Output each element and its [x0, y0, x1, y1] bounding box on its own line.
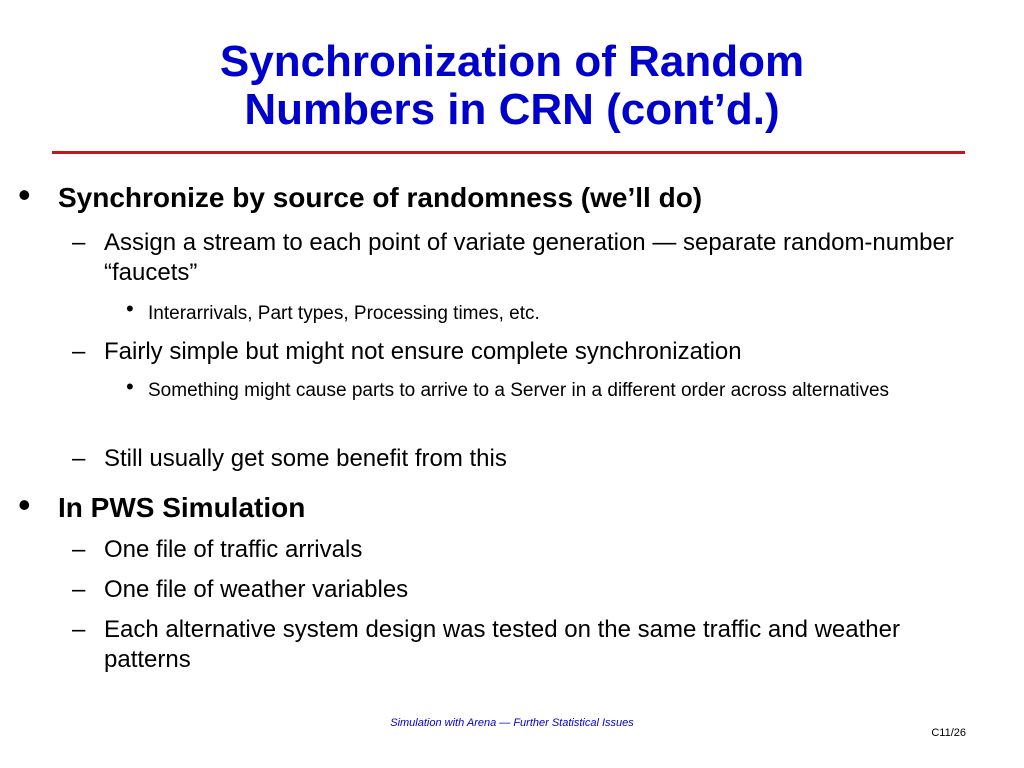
bullet-2: In PWS Simulation — [58, 492, 306, 523]
dash-icon: – — [72, 445, 86, 472]
dash-icon: – — [72, 536, 86, 563]
bullet-icon: • — [18, 484, 31, 525]
sub-sub-bullet-1-2-1: Something might cause parts to arrive to a Server in a different order across alternatives — [148, 380, 890, 401]
sub-sub-bullet-1-1-1: Interarrivals, Part types, Processing times, etc. — [148, 303, 540, 324]
sub-bullet-1-1-text: Assign a stream to each point of variate generation — separate random-number “faucets” — [104, 229, 954, 286]
page-number: C11/26 — [931, 727, 966, 739]
bullet-icon: • — [126, 296, 134, 321]
sub-bullet-1-2-text: Fairly simple but might not ensure complete synchronization — [104, 338, 742, 365]
sub-bullet-2-1-text: One file of traffic arrivals — [104, 536, 363, 563]
sub-bullet-1-1 — [72, 228, 964, 288]
sub-bullet-2-3-text: Each alternative system design was tested on the same traffic and weather patterns — [104, 616, 900, 673]
sub-bullet-1-3 — [72, 444, 964, 474]
sub-bullet-1-3-text: Still usually get some benefit from this — [104, 445, 507, 472]
bullet-1: Synchronize by source of randomness (we’ll do) — [58, 182, 703, 213]
sub-bullet-2-2-text: One file of weather variables — [104, 576, 409, 603]
sub-bullet-2-1 — [72, 535, 964, 565]
dash-icon: – — [72, 576, 86, 603]
sub-bullet-1-2 — [72, 337, 964, 367]
slide-footer: Simulation with Arena — Further Statistical Issues — [390, 717, 634, 729]
slide-title-line-2: Numbers in CRN (cont’d.) — [244, 85, 780, 134]
dash-icon: – — [72, 338, 86, 365]
slide-title-line-1: Synchronization of Random — [219, 37, 805, 86]
sub-bullet-2-3 — [72, 615, 964, 675]
bullet-icon: • — [18, 174, 31, 215]
sub-bullet-2-2 — [72, 575, 964, 605]
dash-icon: – — [72, 229, 86, 256]
dash-icon: – — [72, 616, 86, 643]
bullet-icon: • — [126, 374, 134, 399]
